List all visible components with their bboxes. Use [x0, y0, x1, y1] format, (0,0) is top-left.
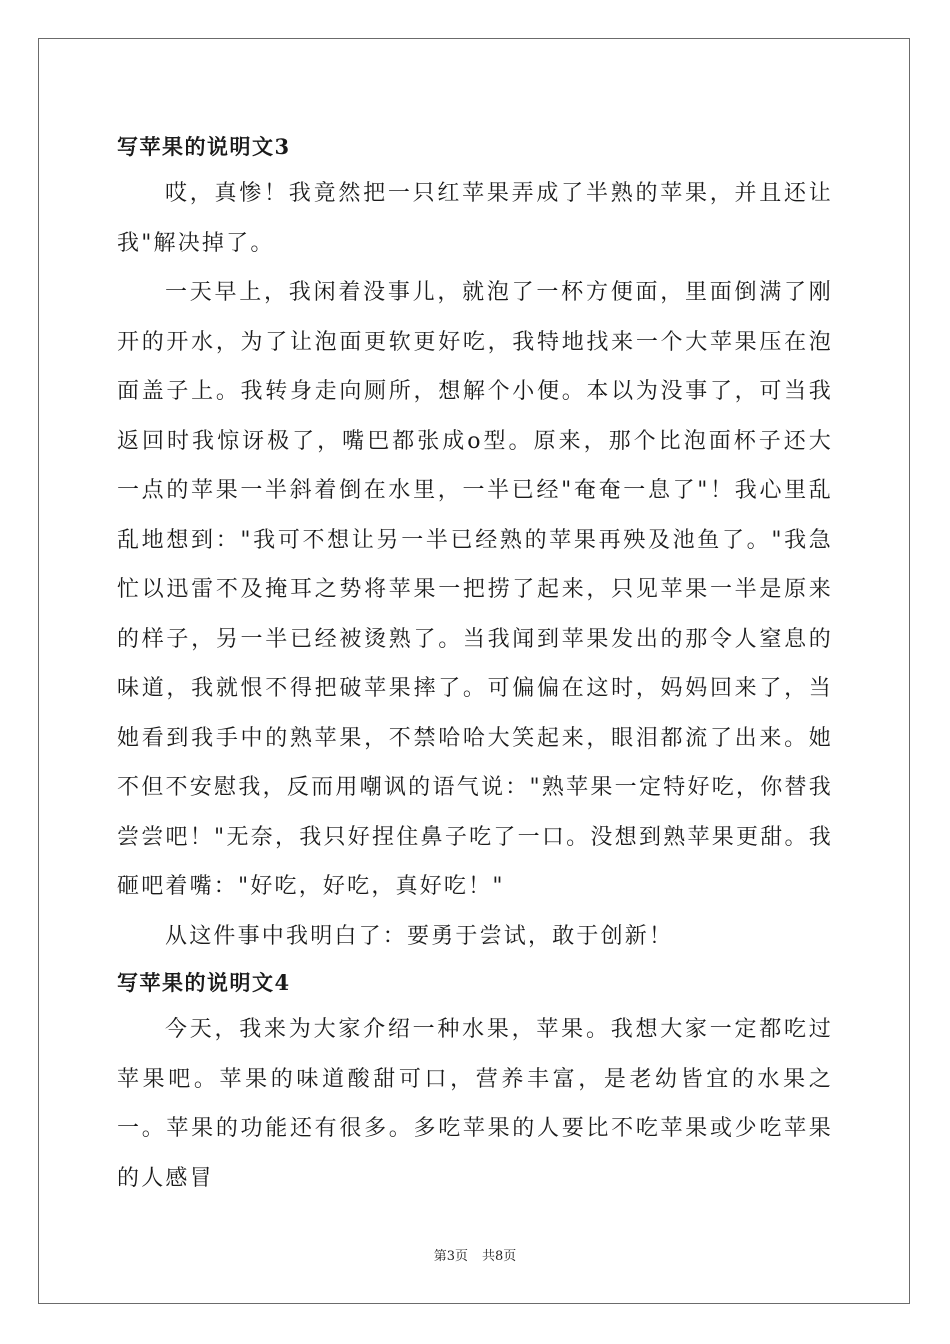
section-heading: 写苹果的说明文4	[117, 970, 291, 995]
paragraph: 今天，我来为大家介绍一种水果，苹果。我想大家一定都吃过苹果吧。苹果的味道酸甜可口，营养丰富，是老幼皆宜的水果之一。苹果的功能还有很多。多吃苹果的人要比不吃苹果或少吃苹果的人感冒	[117, 1017, 833, 1191]
paragraph: 从这件事中我明白了：要勇于尝试，敢于创新！	[165, 923, 674, 949]
paragraph: 一天早上，我闲着没事儿，就泡了一杯方便面，里面倒满了刚开的开水，为了让泡面更软更好吃，我特地找来一个大苹果压在泡面盖子上。我转身走向厕所，想解个小便。本以为没事了，可当我返回时我惊讶极了，嘴巴都张成o型。原来，那个比泡面杯子还大一点的苹果一半斜着倒在水里，一半已经"奄奄一息了"！我心里乱乱地想到："我可不想让另一半已经熟的苹果再殃及池鱼了。"我急忙以迅雷不及掩耳之势将苹果一把捞了起来，只见苹果一半是原来的样子，另一半已经被烫熟了。当我闻到苹果发出的那令人窒息的味道，我就恨不得把破苹果摔了。可偏偏在这时，妈妈回来了，当她看到我手中的熟苹果，不禁哈哈大笑起来，眼泪都流了出来。她不但不安慰我，反而用嘲讽的语气说："熟苹果一定特好吃，你替我尝尝吧！"无奈，我只好捏住鼻子吃了一口。没想到熟苹果更甜。我砸吧着嘴："好吃，好吃，真好吃！"	[117, 280, 833, 899]
page-number: 第3页	[433, 1249, 468, 1264]
page-total: 共8页	[482, 1249, 517, 1264]
document-body	[117, 125, 833, 1203]
section-heading: 写苹果的说明文3	[117, 134, 291, 159]
paragraph: 哎，真惨！我竟然把一只红苹果弄成了半熟的苹果，并且还让我"解决掉了。	[117, 181, 833, 256]
page-footer	[0, 1245, 950, 1264]
